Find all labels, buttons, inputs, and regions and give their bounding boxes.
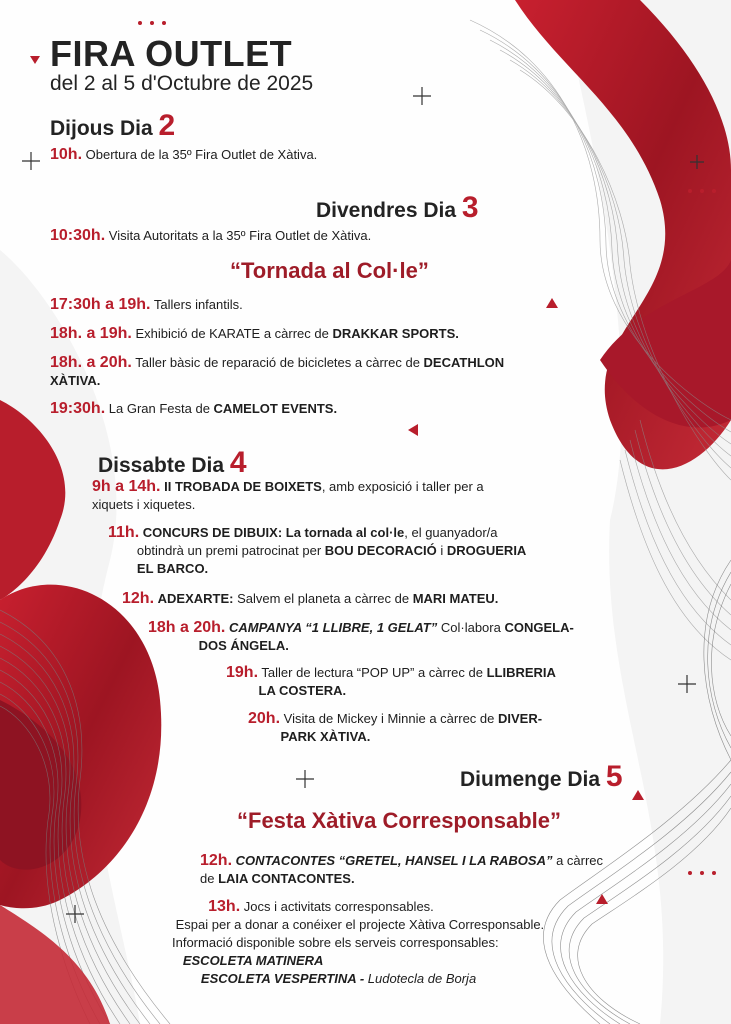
event-item: 11h. CONCURS DE DIBUIX: La tornada al col·le, el guanyador/a obtindrà un premi patrocinat per BOU DECORACIÓ i DROGUERIA EL BARCO. <box>108 524 527 576</box>
event-item-info: 13h. Jocs i activitats corresponsables. Espai per a donar a conéixer el projecte Xàtiva Corresponsable. Informació disponible sobre els serveis corresponsables: ESCOLETA MATINERA ESCOLETA VESPERTINA - Ludotecla de Borja <box>172 898 545 986</box>
day-heading-saturday: Dissabte Dia 4 <box>98 446 247 479</box>
red-ribbon-left <box>0 400 65 600</box>
event-title: FIRA OUTLET <box>50 33 293 74</box>
event-item: 12h. ADEXARTE: Salvem el planeta a càrrec de MARI MATEU. <box>122 590 499 607</box>
day-heading-friday: Divendres Dia 3 <box>316 191 479 224</box>
event-item: 10h. Obertura de la 35º Fira Outlet de Xàtiva. <box>50 146 318 163</box>
event-item: 10:30h. Visita Autoritats a la 35º Fira Outlet de Xàtiva. <box>50 227 372 244</box>
day-heading-sunday: Diumenge Dia 5 <box>460 760 623 793</box>
event-item: 12h. CONTACONTES “GRETEL, HANSEL I LA RABOSA” a càrrec de LAIA CONTACONTES. <box>200 852 604 886</box>
event-item: 9h a 14h. II TROBADA DE BOIXETS, amb exposició i taller per a xiquets i xiquetes. <box>92 478 484 512</box>
event-item: 18h. a 19h. Exhibició de KARATE a càrrec de DRAKKAR SPORTS. <box>50 325 459 342</box>
event-item: 19h. Taller de lectura “POP UP” a càrrec de LLIBRERIA LA COSTERA. <box>226 664 556 698</box>
day-heading-thursday: Dijous Dia 2 <box>50 109 176 142</box>
red-ribbon-bottom-left <box>0 905 110 1024</box>
section-title-tornada: “Tornada al Col·le” <box>230 258 429 283</box>
event-item: 18h. a 20h. Taller bàsic de reparació de bicicletes a càrrec de DECATHLON XÀTIVA. <box>50 354 505 388</box>
event-item: 17:30h a 19h. Tallers infantils. <box>50 296 243 313</box>
event-item: 19:30h. La Gran Festa de CAMELOT EVENTS. <box>50 400 338 417</box>
event-dates: del 2 al 5 d'Octubre de 2025 <box>50 72 314 95</box>
section-title-festa: “Festa Xàtiva Corresponsable” <box>237 808 562 833</box>
event-item: 20h. Visita de Mickey i Minnie a càrrec de DIVER- PARK XÀTIVA. <box>248 710 543 744</box>
event-item: 18h a 20h. CAMPANYA “1 LLIBRE, 1 GELAT” Col·labora CONGELA- DOS ÁNGELA. <box>148 619 574 653</box>
